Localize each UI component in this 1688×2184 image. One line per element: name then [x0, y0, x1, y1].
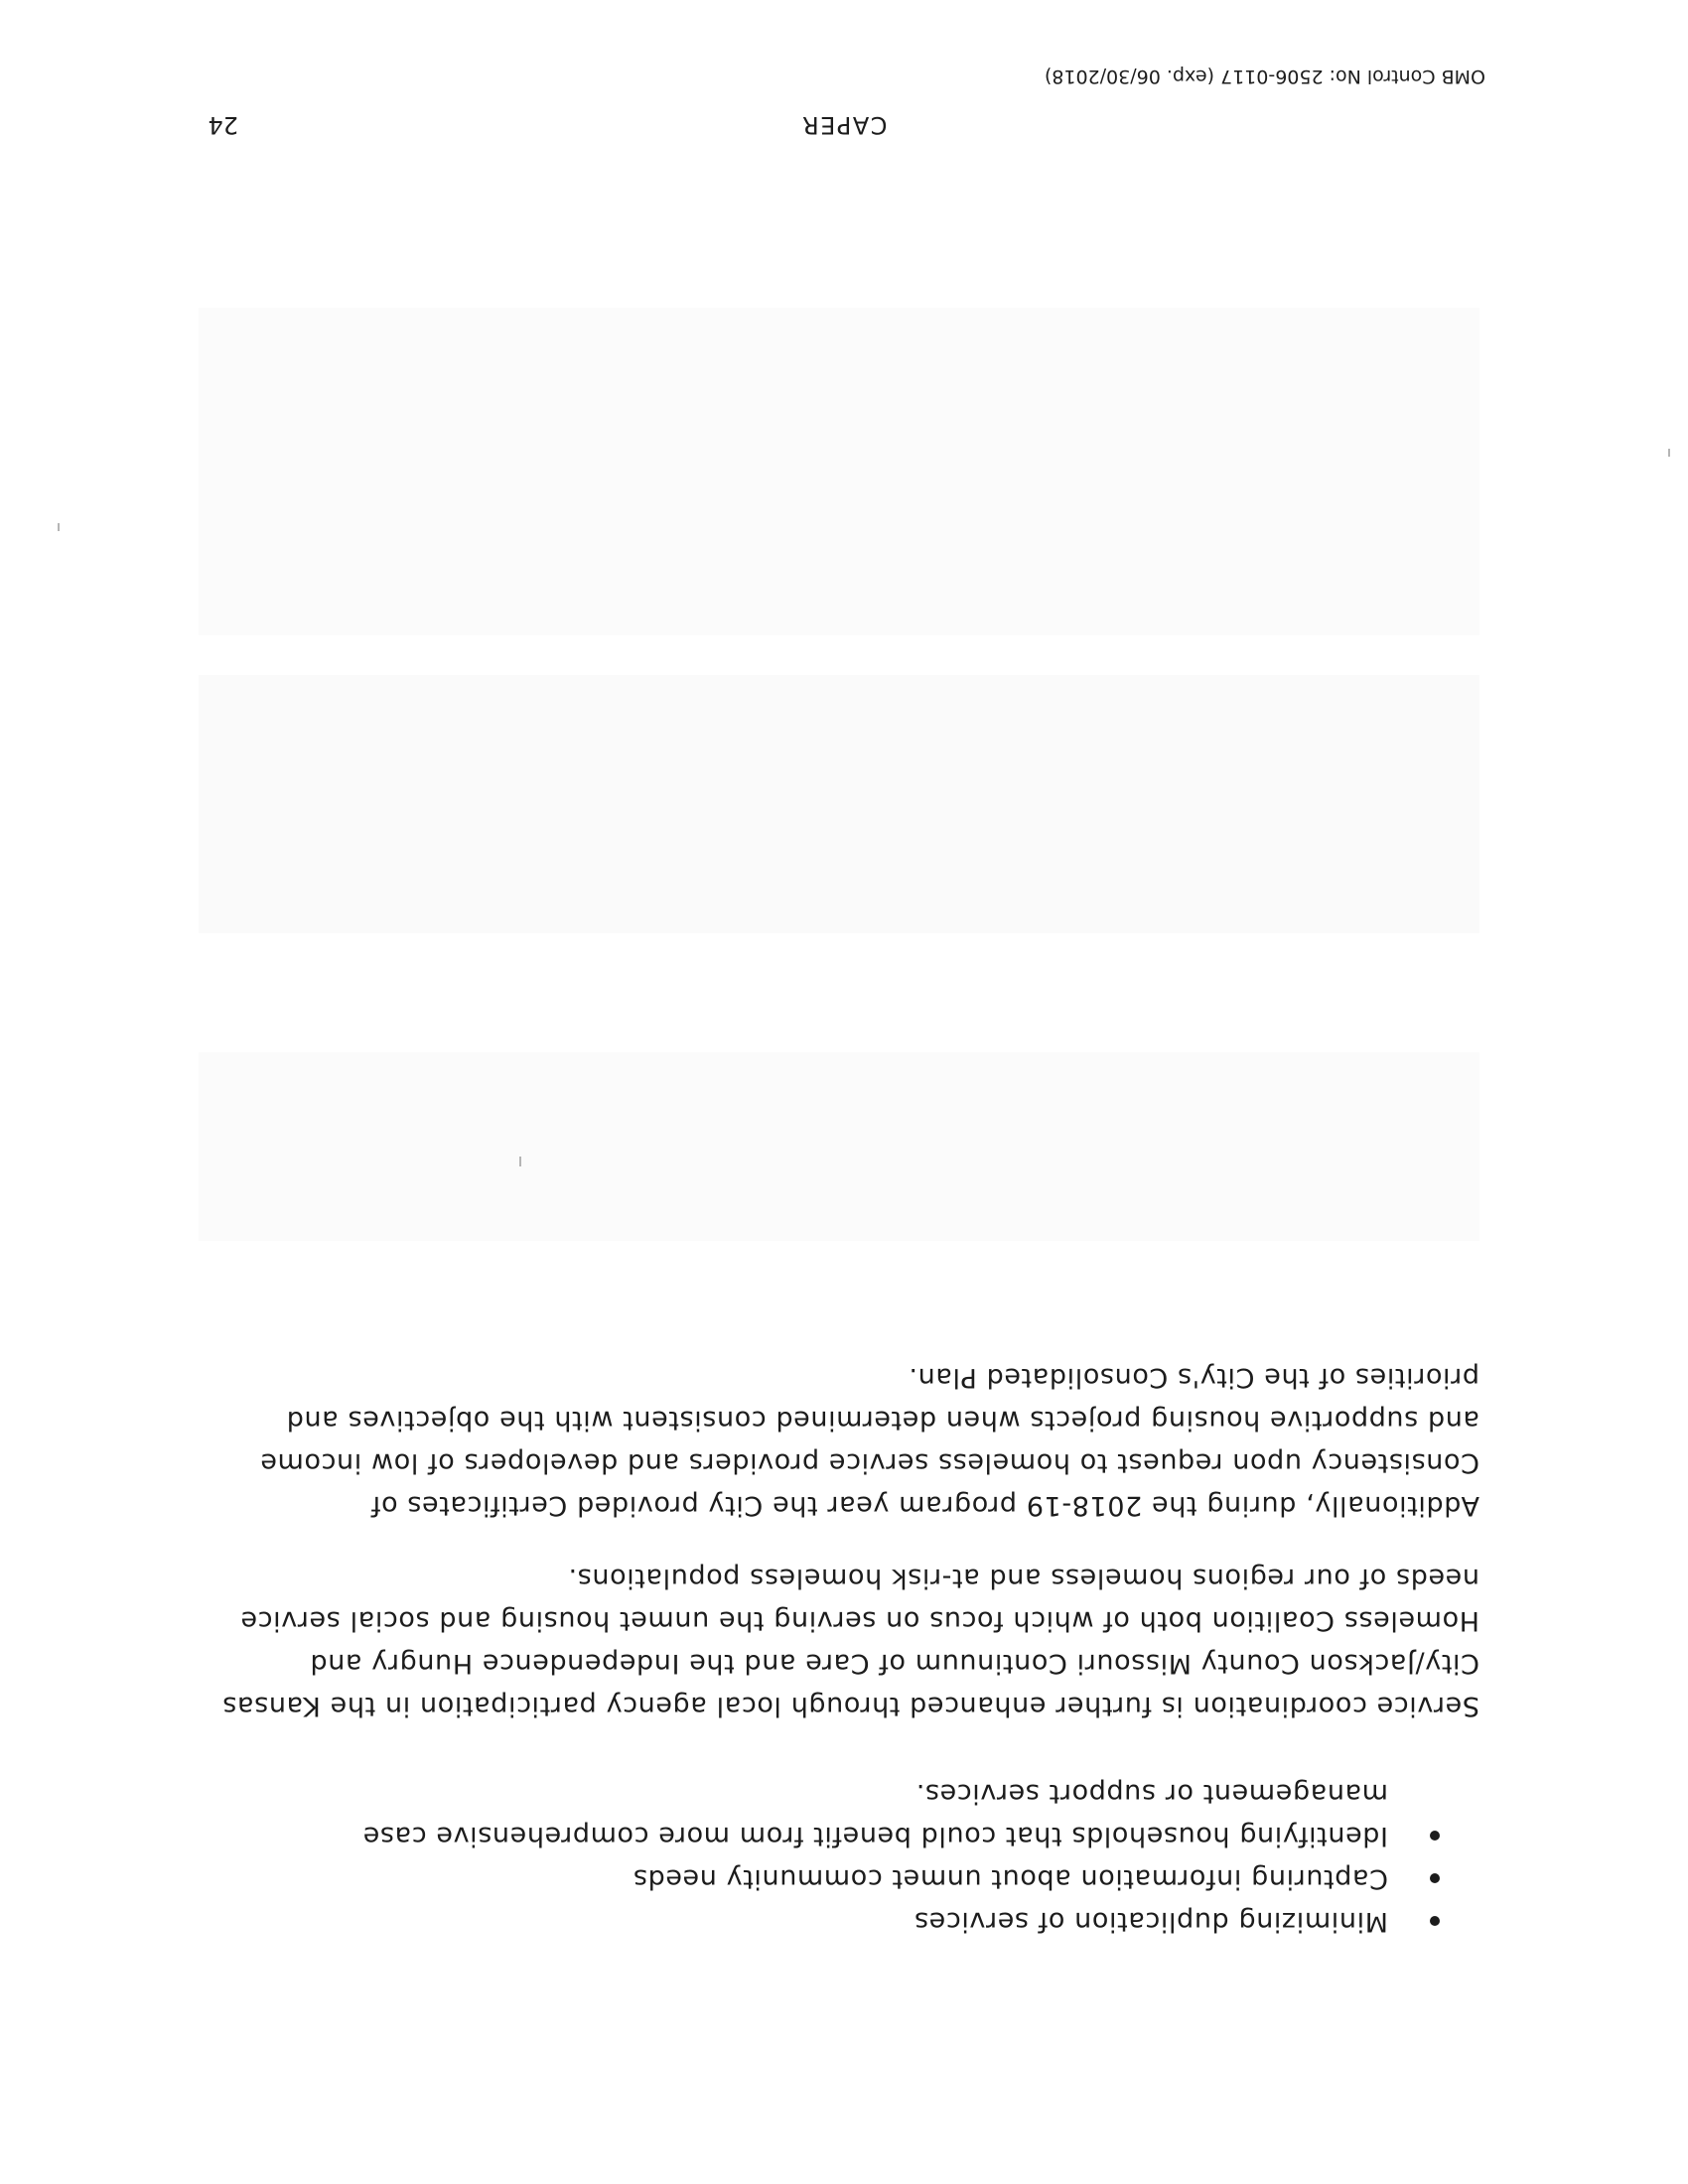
list-item — [199, 1900, 1479, 1943]
bullet-icon — [1430, 1916, 1440, 1926]
scan-speck — [1668, 449, 1670, 457]
page-number: 24 — [208, 111, 238, 139]
footer-title: CAPER — [800, 111, 888, 139]
paragraph-service-coordination: Service coordination is further enhanced through local agency participation in the Kansas City/Jackson County Missouri Continuum of Care and the Independence Hungry and Homeless Coalition both of which focus on serving the unmet housing and social service needs of our regions homeless and at-risk homeless populations. — [221, 1563, 1479, 1721]
list-item — [199, 1857, 1479, 1900]
bullet-text: Minimizing duplication of services — [914, 1906, 1388, 1937]
bullet-icon — [1430, 1873, 1440, 1883]
scan-speck — [58, 523, 60, 531]
list-item — [199, 1772, 1479, 1857]
show-through-block-2 — [199, 308, 1479, 635]
paragraph-certificates-of-consistency: Additionally, during the 2018-19 program year the City provided Certificates of Consistency upon request to homeless service providers and developers of low income and supportive housing projects when determined consistent with the objectives and priorities of the City's Consolidated Plan. — [259, 1362, 1479, 1521]
show-through-block-1 — [199, 675, 1479, 933]
bullet-text: Capturing information about unmet community needs — [633, 1863, 1388, 1894]
bullet-list — [199, 1772, 1479, 1943]
omb-control-number: OMB Control No: 2506-0117 (exp. 06/30/2018) — [1044, 66, 1485, 87]
bullet-text: Identifying households that could benefit from more comprehensive case management or support services. — [362, 1778, 1388, 1851]
bullet-icon — [1430, 1831, 1440, 1841]
show-through-block-3 — [199, 1052, 1479, 1241]
scan-speck — [519, 1157, 521, 1166]
